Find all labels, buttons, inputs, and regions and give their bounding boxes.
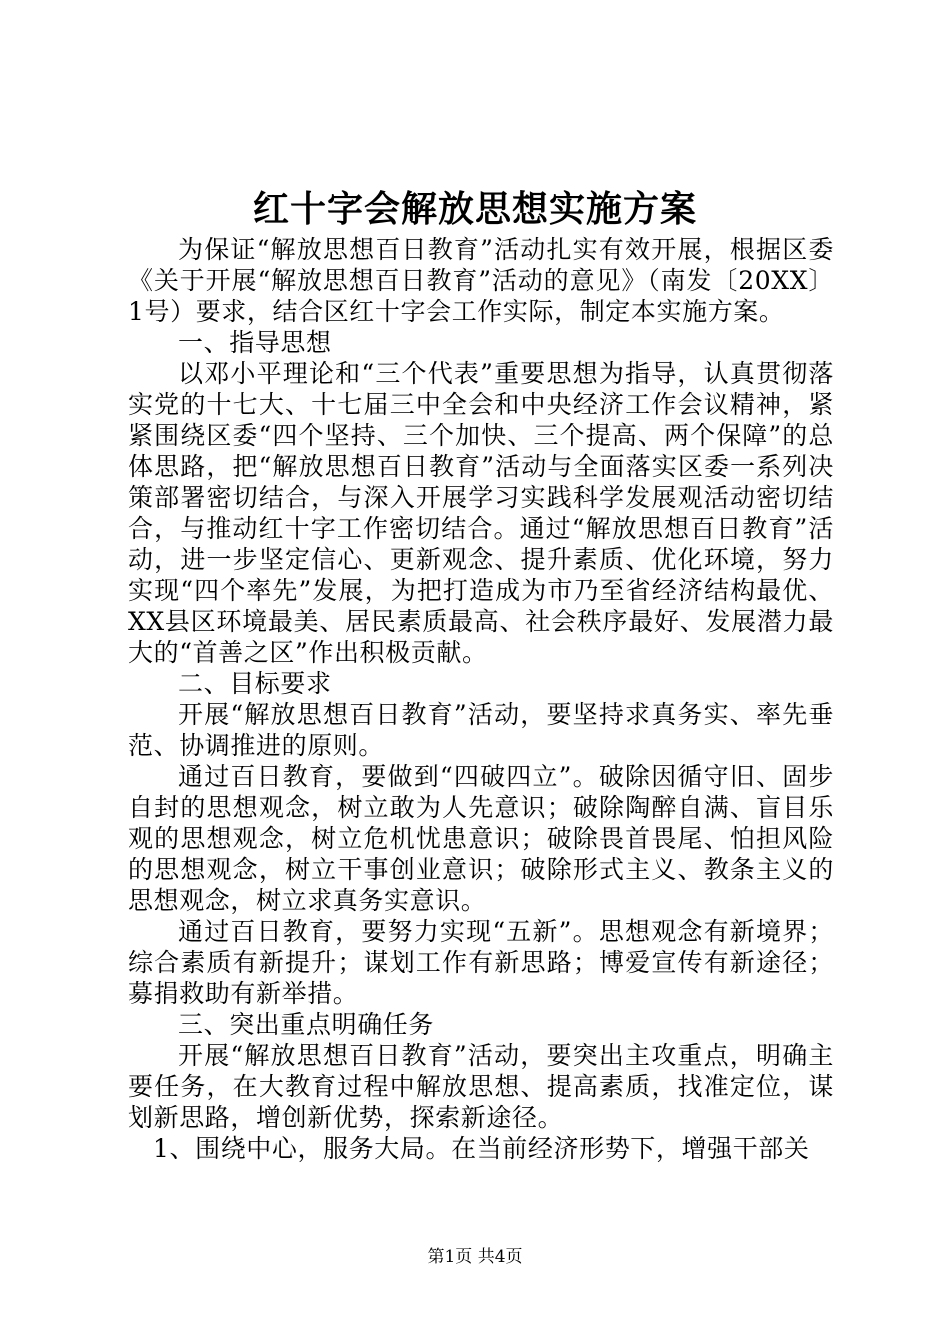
paragraph-goals-principles: 开展“解放思想百日教育”活动，要坚持求真务实、率先垂范、协调推进的原则。 xyxy=(128,700,834,760)
paragraph-task-1: 1、围绕中心，服务大局。在当前经济形势下，增强干部关 xyxy=(153,1134,810,1163)
section-heading-guiding-ideology: 一、指导思想 xyxy=(178,328,332,357)
document-body xyxy=(128,234,834,1164)
paragraph-five-new: 通过百日教育，要努力实现“五新”。思想观念有新境界；综合素质有新提升；谋划工作有新思路；博爱宣传有新途径；募捐救助有新举措。 xyxy=(128,917,834,1008)
paragraph-key-tasks: 开展“解放思想百日教育”活动，要突出主攻重点，明确主要任务，在大教育过程中解放思想、提高素质，找准定位，谋划新思路，增创新优势，探索新途径。 xyxy=(128,1041,834,1132)
section-heading-key-tasks: 三、突出重点明确任务 xyxy=(178,1010,435,1039)
paragraph-four-breaks-four-builds: 通过百日教育，要做到“四破四立”。破除因循守旧、固步自封的思想观念，树立敢为人先意识；破除陶醉自满、盲目乐观的思想观念，树立危机忧患意识；破除畏首畏尾、怕担风险的思想观念，树立干事创业意识；破除形式主义、教条主义的思想观念，树立求真务实意识。 xyxy=(128,762,834,915)
page-number: 第1页 共4页 xyxy=(427,1247,523,1267)
section-heading-goals: 二、目标要求 xyxy=(178,669,332,698)
document-title: 红十字会解放思想实施方案 xyxy=(252,188,697,230)
paragraph-intro: 为保证“解放思想百日教育”活动扎实有效开展，根据区委《关于开展“解放思想百日教育”活动的意见》（南发〔20XX〕1号）要求，结合区红十字会工作实际，制定本实施方案。 xyxy=(128,235,834,326)
paragraph-guiding-ideology: 以邓小平理论和“三个代表”重要思想为指导，认真贯彻落实党的十七大、十七届三中全会和中央经济工作会议精神，紧紧围绕区委“四个坚持、三个加快、三个提高、两个保障”的总体思路，把“解放思想百日教育”活动与全面落实区委一系列决策部署密切结合，与深入开展学习实践科学发展观活动密切结合，与推动红十字工作密切结合。通过“解放思想百日教育”活动，进一步坚定信心、更新观念、提升素质、优化环境，努力实现“四个率先”发展，为把打造成为市乃至省经济结构最优、XX县区环境最美、居民素质最高、社会秩序最好、发展潜力最大的“首善之区”作出积极贡献。 xyxy=(128,359,834,667)
